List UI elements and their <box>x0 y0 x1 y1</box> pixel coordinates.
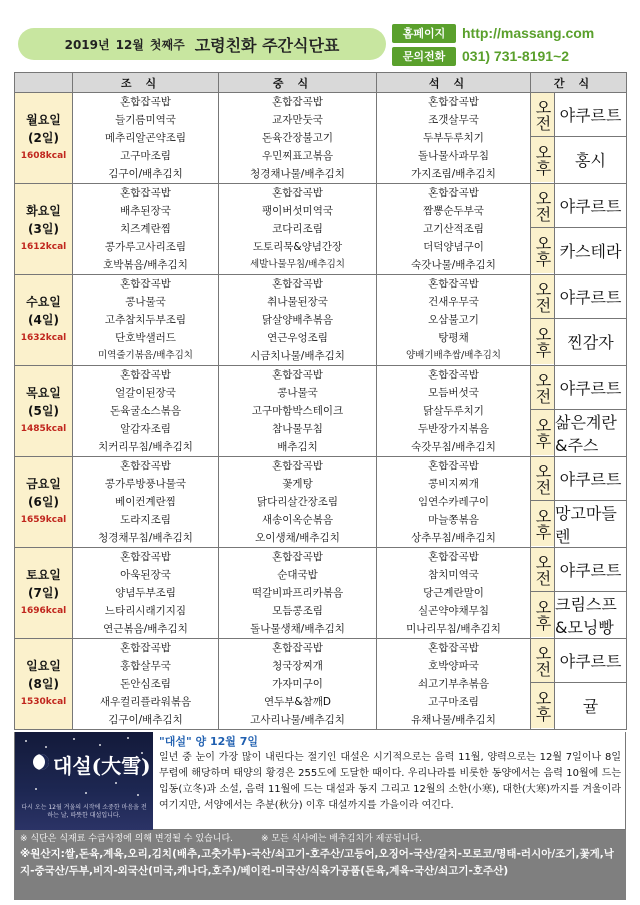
breakfast-item: 고구마조림 <box>120 150 171 162</box>
lunch-cell <box>219 548 377 639</box>
snack-value-cell <box>555 639 627 730</box>
day-kcal: 1530kcal <box>20 697 67 707</box>
snack-am: 야쿠르트 <box>555 366 626 410</box>
image-title: 대설(大雪) <box>53 754 151 778</box>
day-row <box>15 457 627 548</box>
breakfast-cell <box>73 93 219 184</box>
dinner-item: 혼합잡곡밥 <box>428 642 479 654</box>
lunch-item: 교자만둣국 <box>272 114 323 126</box>
dinner-item: 돌나물사과무침 <box>417 150 489 162</box>
day-cell <box>15 639 73 730</box>
day-kcal: 1659kcal <box>20 515 67 525</box>
dinner-item: 숙갓나물/배추김치 <box>411 259 496 271</box>
breakfast-item: 아욱된장국 <box>120 569 171 581</box>
dinner-item: 상추무침/배추김치 <box>411 532 496 544</box>
lunch-item: 모듬콩조림 <box>272 605 323 617</box>
day-name: 목요일 <box>26 386 61 400</box>
snack-time-cell <box>531 548 555 639</box>
snack-am: 야쿠르트 <box>555 639 626 683</box>
lunch-item: 혼합잡곡밥 <box>272 187 323 199</box>
title-year: 2019년 <box>64 37 110 52</box>
breakfast-item: 연근볶음/배추김치 <box>103 623 188 635</box>
breakfast-item: 치커리무침/배추김치 <box>98 441 193 453</box>
dinner-item: 혼합잡곡밥 <box>428 187 479 199</box>
breakfast-item: 혼합잡곡밥 <box>120 96 171 108</box>
lunch-cell <box>219 275 377 366</box>
snack-am: 야쿠르트 <box>555 457 626 501</box>
day-kcal: 1696kcal <box>20 606 67 616</box>
dinner-item: 고기산적조림 <box>423 223 484 235</box>
lunch-item: 떡갈비파프리카볶음 <box>251 587 344 599</box>
day-date: (5일) <box>28 404 59 418</box>
snack-label-am: 오전 <box>531 457 554 501</box>
day-name: 토요일 <box>26 568 61 582</box>
snack-pm: 삶은계란&주스 <box>555 412 617 455</box>
snack-label-pm: 오후 <box>531 410 554 455</box>
snack-label-am: 오전 <box>531 184 554 228</box>
lunch-item: 도토리묵&양념간장 <box>252 241 343 253</box>
dinner-cell <box>377 639 531 730</box>
menu-body <box>15 93 627 730</box>
dinner-item: 두반장가지볶음 <box>417 423 489 435</box>
lunch-item: 순대국밥 <box>277 569 318 581</box>
lunch-item: 콩나물국 <box>277 387 318 399</box>
homepage-row <box>392 23 594 43</box>
dinner-item: 탕평채 <box>438 332 469 344</box>
breakfast-item: 김구이/배추김치 <box>108 168 183 180</box>
snack-label-pm: 오후 <box>531 592 554 637</box>
day-name: 화요일 <box>26 204 61 218</box>
breakfast-header: 조식 <box>73 73 219 93</box>
snack-pm: 귤 <box>582 697 599 716</box>
breakfast-item: 청경채무침/배추김치 <box>98 532 193 544</box>
dinner-cell <box>377 548 531 639</box>
snack-value-cell <box>555 275 627 366</box>
day-cell <box>15 457 73 548</box>
lunch-cell <box>219 184 377 275</box>
footer-notes <box>20 832 620 846</box>
breakfast-item: 콩가루방풍나물국 <box>104 478 187 490</box>
lunch-cell <box>219 366 377 457</box>
snack-pm: 망고마들렌 <box>555 503 617 546</box>
snack-pm: 홍시 <box>575 151 606 170</box>
snack-pm: 카스테라 <box>559 242 622 261</box>
breakfast-cell <box>73 457 219 548</box>
snack-am: 야쿠르트 <box>555 184 626 228</box>
breakfast-item: 도라지조림 <box>120 514 171 526</box>
lunch-item: 팽이버섯미역국 <box>261 205 333 217</box>
day-row <box>15 548 627 639</box>
snack-time-cell <box>531 184 555 275</box>
day-date: (8일) <box>28 677 59 691</box>
breakfast-item: 혼합잡곡밥 <box>120 278 171 290</box>
dinner-item: 당근계란말이 <box>423 587 484 599</box>
breakfast-item: 베이컨계란찜 <box>115 496 176 508</box>
breakfast-item: 홍합살무국 <box>120 660 171 672</box>
table-header-row <box>15 73 627 93</box>
day-name: 금요일 <box>26 477 61 491</box>
dinner-item: 더덕양념구이 <box>423 241 484 253</box>
dinner-cell <box>377 457 531 548</box>
snack-pm: 크림스프&모닝빵 <box>555 594 617 637</box>
day-row <box>15 639 627 730</box>
dinner-item: 고구마조림 <box>428 696 479 708</box>
dinner-item: 미나리무침/배추김치 <box>406 623 501 635</box>
lunch-item: 닭살양배추볶음 <box>261 314 333 326</box>
day-name: 일요일 <box>26 659 61 673</box>
breakfast-item: 미역줄기볶음/배추김치 <box>98 350 193 361</box>
snack-label-pm: 오후 <box>531 319 554 364</box>
breakfast-item: 배추된장국 <box>120 205 171 217</box>
moon-icon <box>33 754 49 770</box>
contact-info <box>392 23 594 69</box>
dinner-item: 건새우무국 <box>428 296 479 308</box>
breakfast-item: 치즈계란찜 <box>120 223 171 235</box>
lunch-item: 참나물무침 <box>272 423 323 435</box>
dinner-cell <box>377 366 531 457</box>
snack-label-pm: 오후 <box>531 683 554 728</box>
dinner-header: 석식 <box>377 73 531 93</box>
day-row <box>15 366 627 457</box>
note-kimchi: ※ 모든 식사에는 배추김치가 제공됩니다. <box>261 834 422 844</box>
feature-headline: "대설" 양 12월 7일 <box>159 735 259 748</box>
lunch-item: 혼합잡곡밥 <box>272 278 323 290</box>
breakfast-item: 양념두부조림 <box>115 587 176 599</box>
lunch-item: 청국장찌개 <box>272 660 323 672</box>
dinner-item: 혼합잡곡밥 <box>428 96 479 108</box>
day-row <box>15 275 627 366</box>
breakfast-item: 새우컬리플라워볶음 <box>99 696 192 708</box>
dinner-item: 임연수카레구이 <box>417 496 489 508</box>
day-cell <box>15 366 73 457</box>
breakfast-item: 혼합잡곡밥 <box>120 369 171 381</box>
phone-row <box>392 46 594 66</box>
snack-time-cell <box>531 275 555 366</box>
lunch-item: 돌나물생채/배추김치 <box>250 623 345 635</box>
lunch-cell <box>219 639 377 730</box>
dinner-cell <box>377 275 531 366</box>
feature-text <box>159 734 621 814</box>
dinner-item: 쇠고기부추볶음 <box>417 678 489 690</box>
dinner-item: 닭살두루치기 <box>423 405 484 417</box>
snack-label-pm: 오후 <box>531 501 554 546</box>
lunch-item: 고구마함박스테이크 <box>251 405 344 417</box>
snack-value-cell <box>555 366 627 457</box>
breakfast-item: 혼합잡곡밥 <box>120 460 171 472</box>
snack-pm: 찐감자 <box>567 333 614 352</box>
dinner-item: 짬뽕순두부국 <box>423 205 484 217</box>
snack-label-am: 오전 <box>531 366 554 410</box>
breakfast-item: 들기름미역국 <box>115 114 176 126</box>
snack-am: 야쿠르트 <box>555 275 626 319</box>
lunch-item: 가자미구이 <box>272 678 323 690</box>
dinner-item: 모듬버섯국 <box>428 387 479 399</box>
snack-am: 야쿠르트 <box>555 93 626 137</box>
title-banner <box>18 28 386 60</box>
dinner-item: 혼합잡곡밥 <box>428 278 479 290</box>
breakfast-item: 혼합잡곡밥 <box>120 642 171 654</box>
day-kcal: 1612kcal <box>20 242 67 252</box>
snack-value-cell <box>555 93 627 184</box>
snack-time-cell <box>531 93 555 184</box>
breakfast-item: 혼합잡곡밥 <box>120 551 171 563</box>
breakfast-item: 고추참치두부조림 <box>104 314 187 326</box>
menu-table <box>14 72 627 730</box>
lunch-cell <box>219 93 377 184</box>
header <box>0 0 640 70</box>
lunch-item: 닭다리살간장조림 <box>256 496 339 508</box>
breakfast-item: 느타리시래기지짐 <box>104 605 187 617</box>
breakfast-item: 메추리알곤약조림 <box>104 132 187 144</box>
lunch-item: 세발나물무침/배추김치 <box>250 259 345 270</box>
lunch-item: 우민찌표고볶음 <box>261 150 333 162</box>
lunch-item: 돈육간장불고기 <box>261 132 333 144</box>
snack-time-cell <box>531 366 555 457</box>
dinner-item: 유채나물/배추김치 <box>411 714 496 726</box>
breakfast-item: 콩가루고사리조림 <box>104 241 187 253</box>
phone-number: 031) 731-8191~2 <box>462 48 570 64</box>
lunch-item: 혼합잡곡밥 <box>272 551 323 563</box>
title-month: 12월 <box>115 37 144 52</box>
homepage-label: 홈페이지 <box>392 24 456 43</box>
day-kcal: 1632kcal <box>20 333 67 343</box>
dinner-item: 실곤약야채무침 <box>417 605 489 617</box>
snack-label-am: 오전 <box>531 93 554 137</box>
lunch-item: 새송이옥순볶음 <box>261 514 333 526</box>
lunch-item: 고사리나물/배추김치 <box>250 714 345 726</box>
lunch-item: 꽃게탕 <box>282 478 313 490</box>
lunch-item: 청경채나물/배추김치 <box>250 168 345 180</box>
dinner-item: 숙갓무침/배추김치 <box>411 441 496 453</box>
dinner-cell <box>377 184 531 275</box>
title-week: 첫째주 <box>149 37 185 52</box>
breakfast-item: 김구이/배추김치 <box>108 714 183 726</box>
lunch-item: 혼합잡곡밥 <box>272 460 323 472</box>
day-cell <box>15 93 73 184</box>
day-row <box>15 184 627 275</box>
feature-body: 일년 중 눈이 가장 많이 내린다는 절기인 대설은 시기적으로는 음력 11월, 양력으로는 12월 7일이나 8일 무렵에 해당하며 태양의 황경은 255도에 도달한 때이다. 우리나라를 비롯한 동양에서는 음력 10월에 드는 입동(立冬)과 소설, 음력 11월에 드는 대설과 동지 그리고 12월의 소한(小寒), 대한(大寒)까지를 겨울이라 여기지만, 서양에서는 추분(秋分) 이후 대설까지를 가을이라 여긴다. <box>159 752 621 811</box>
dinner-item: 두부두루치기 <box>423 132 484 144</box>
lunch-header: 중식 <box>219 73 377 93</box>
dinner-item: 혼합잡곡밥 <box>428 551 479 563</box>
lunch-item: 코다리조림 <box>272 223 323 235</box>
snack-value-cell <box>555 184 627 275</box>
lunch-item: 시금치나물/배추김치 <box>250 350 345 362</box>
dinner-item: 콩비지찌개 <box>428 478 479 490</box>
breakfast-item: 호박볶음/배추김치 <box>103 259 188 271</box>
homepage-link[interactable]: http://massang.com <box>462 25 595 41</box>
dinner-item: 호박양파국 <box>428 660 479 672</box>
snack-label-am: 오전 <box>531 548 554 592</box>
phone-label: 문의전화 <box>392 47 456 66</box>
snack-am: 야쿠르트 <box>555 548 626 592</box>
dinner-item: 마늘쫑볶음 <box>428 514 479 526</box>
snack-header: 간식 <box>531 73 627 93</box>
breakfast-cell <box>73 548 219 639</box>
lunch-item: 연두부&참깨D <box>264 696 331 708</box>
page-title: 고령친화 주간식단표 <box>194 35 340 55</box>
corner-cell <box>15 73 73 93</box>
snack-label-pm: 오후 <box>531 137 554 182</box>
breakfast-item: 콩나물국 <box>125 296 166 308</box>
lunch-item: 혼합잡곡밥 <box>272 369 323 381</box>
breakfast-item: 돈안심조림 <box>120 678 171 690</box>
lunch-item: 오이생채/배추김치 <box>255 532 340 544</box>
snack-time-cell <box>531 639 555 730</box>
lunch-item: 혼합잡곡밥 <box>272 642 323 654</box>
lunch-item: 연근우엉조림 <box>267 332 328 344</box>
day-date: (4일) <box>28 313 59 327</box>
lunch-item: 배추김치 <box>277 441 318 453</box>
day-date: (3일) <box>28 222 59 236</box>
breakfast-cell <box>73 366 219 457</box>
dinner-item: 혼합잡곡밥 <box>428 460 479 472</box>
lunch-item: 취나물된장국 <box>267 296 328 308</box>
breakfast-cell <box>73 639 219 730</box>
snack-label-am: 오전 <box>531 275 554 319</box>
day-name: 수요일 <box>26 295 61 309</box>
dinner-item: 조갯살무국 <box>428 114 479 126</box>
dinner-cell <box>377 93 531 184</box>
dinner-item: 참치미역국 <box>428 569 479 581</box>
dinner-item: 오삼불고기 <box>428 314 479 326</box>
lunch-cell <box>219 457 377 548</box>
breakfast-item: 알감자조림 <box>120 423 171 435</box>
dinner-item: 양배기배추쌈/배추김치 <box>406 350 501 361</box>
snack-time-cell <box>531 457 555 548</box>
dinner-item: 혼합잡곡밥 <box>428 369 479 381</box>
image-caption: 다시 오는 12월 겨울의 시작에 소중한 마음을 전하는 날, 따뜻한 대설입니다. <box>21 804 147 819</box>
day-kcal: 1485kcal <box>20 424 67 434</box>
snack-value-cell <box>555 457 627 548</box>
lunch-item: 혼합잡곡밥 <box>272 96 323 108</box>
day-date: (6일) <box>28 495 59 509</box>
breakfast-item: 단호박샐러드 <box>115 332 176 344</box>
note-menu-change: ※ 식단은 식재료 수급사정에 의해 변경될 수 있습니다. <box>20 834 234 844</box>
breakfast-item: 얼갈이된장국 <box>115 387 176 399</box>
day-cell <box>15 184 73 275</box>
breakfast-item: 혼합잡곡밥 <box>120 187 171 199</box>
day-row <box>15 93 627 184</box>
day-kcal: 1608kcal <box>20 151 67 161</box>
day-date: (2일) <box>28 131 59 145</box>
snow-night-image <box>15 732 153 830</box>
snack-label-am: 오전 <box>531 639 554 683</box>
breakfast-item: 돈육굴소스볶음 <box>109 405 181 417</box>
footer <box>14 830 626 900</box>
feature-section <box>14 732 626 830</box>
breakfast-cell <box>73 275 219 366</box>
day-cell <box>15 275 73 366</box>
origin-info: ※원산지:쌀,돈육,계육,오리,김치(배추,고춧가루)-국산/쇠고기-호주산/고등어,오징어-국산/갈치-모로코/명태-러시아/조기,꽃게,낙지-중국산/두부,비지-외국산(미국,캐나다,호주)/베이컨-미국산/식육가공품(돈육,계육-국산/쇠고기-호주산) <box>20 848 614 877</box>
breakfast-cell <box>73 184 219 275</box>
day-name: 월요일 <box>26 113 61 127</box>
day-date: (7일) <box>28 586 59 600</box>
dinner-item: 가지조림/배추김치 <box>411 168 496 180</box>
snack-label-pm: 오후 <box>531 228 554 273</box>
snack-value-cell <box>555 548 627 639</box>
day-cell <box>15 548 73 639</box>
